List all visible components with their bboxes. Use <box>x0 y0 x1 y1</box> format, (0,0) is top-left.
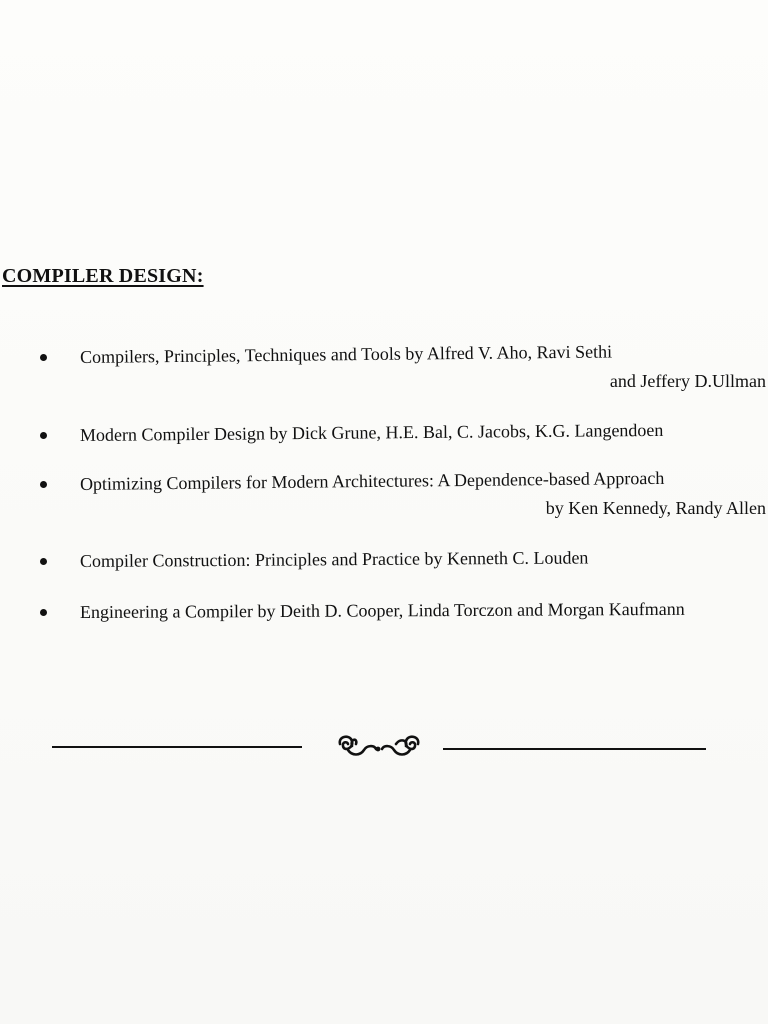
section-heading: COMPILER DESIGN: <box>2 265 204 287</box>
divider-left <box>52 746 302 748</box>
bullet-icon <box>40 354 47 361</box>
reference-title: Compiler Construction: Principles and Practice by Kenneth C. Louden <box>79 547 589 571</box>
reference-title: Engineering a Compiler by Deith D. Cooper, Linda Torczon and Morgan Kaufmann <box>79 598 685 622</box>
divider-right <box>443 748 706 750</box>
bullet-icon <box>40 609 47 616</box>
reference-title: Modern Compiler Design by Dick Grune, H.E. Bal, C. Jacobs, K.G. Langendoen <box>79 419 664 445</box>
reference-title: Compilers, Principles, Techniques and Tools by Alfred V. Aho, Ravi Sethi <box>79 341 613 367</box>
reference-continuation: and Jeffery D.Ullman <box>609 371 766 391</box>
bullet-icon <box>40 432 47 439</box>
reference-title: Optimizing Compilers for Modern Architectures: A Dependence-based Approach <box>79 467 665 494</box>
bullet-icon <box>40 558 47 565</box>
bullet-icon <box>40 481 47 488</box>
scroll-flourish-icon <box>334 730 424 764</box>
reference-continuation: by Ken Kennedy, Randy Allen <box>545 498 766 518</box>
